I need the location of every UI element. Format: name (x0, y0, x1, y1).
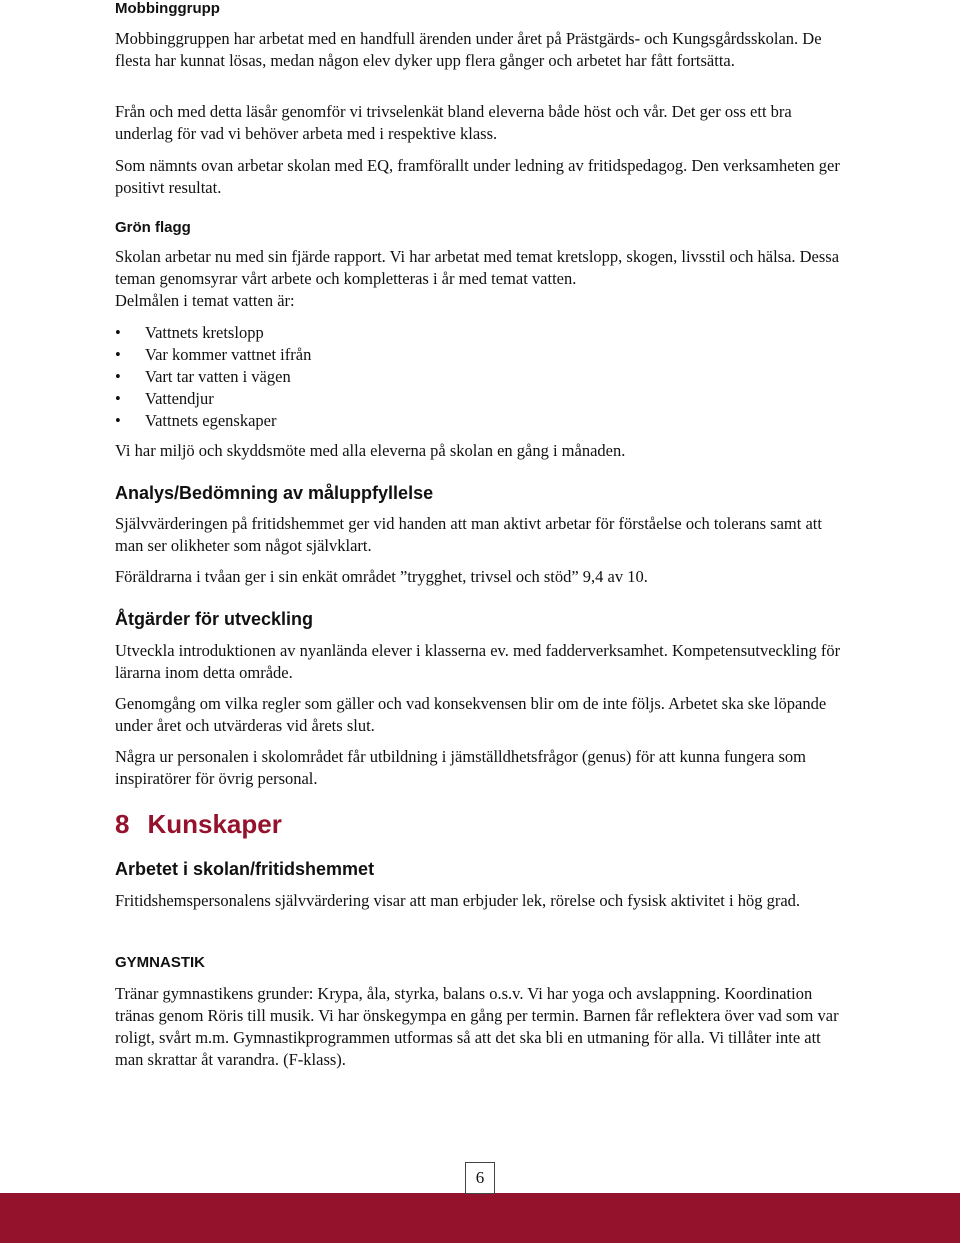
section-heading-mobbinggrupp: Mobbinggrupp (115, 0, 220, 17)
list-item: • Vattendjur (115, 388, 845, 410)
paragraph: Föräldrarna i tvåan ger i sin enkät området ”trygghet, trivsel och stöd” 9,4 av 10. (115, 567, 648, 586)
paragraph: Från och med detta läsår genomför vi trivselenkät bland eleverna både höst och vår. Det ger oss ett bra underlag för vad vi behöver arbeta med i respektive klass. (115, 102, 792, 143)
footer-bar (0, 1193, 960, 1243)
list-item: • Vattnets egenskaper (115, 410, 845, 432)
chapter-title: Kunskaper (147, 809, 282, 839)
paragraph: Som nämnts ovan arbetar skolan med EQ, framförallt under ledning av fritidspedagog. Den verksamheten ger positivt resultat. (115, 156, 840, 197)
paragraph: Självvärderingen på fritidshemmet ger vid handen att man aktivt arbetar för förståelse och tolerans samt att man ser olikheter som något självklart. (115, 514, 822, 555)
list-item: • Var kommer vattnet ifrån (115, 344, 845, 366)
section-heading-atgarder: Åtgärder för utveckling (115, 609, 314, 629)
section-heading-gron-flagg: Grön flagg (115, 219, 191, 236)
paragraph: Delmålen i temat vatten är: (115, 291, 295, 310)
paragraph: Tränar gymnastikens grunder: Krypa, åla, styrka, balans o.s.v. Vi har yoga och avslappning. Koordination tränas genom Röris till musik. Vi har önskegympa en gång per termin. Barnen får reflektera över vad som var roligt, svårt m.m. Gymnastikprogrammen utformas så att det ska bli en utmaning för alla. Vi tillåter inte att man skrattar åt varandra. (F-klass). (115, 984, 839, 1069)
paragraph: Mobbinggruppen har arbetat med en handfull ärenden under året på Prästgärds- och Kungsgårdsskolan. De flesta har kunnat lösas, medan någon elev dyker upp flera gånger och arbetet har fått fortsätta. (115, 29, 822, 70)
paragraph: Fritidshemspersonalens självvärdering visar att man erbjuder lek, rörelse och fysisk aktivitet i hög grad. (115, 891, 801, 910)
chapter-number: 8 (115, 809, 130, 839)
section-heading-analys: Analys/Bedömning av måluppfyllelse (115, 483, 434, 503)
bullet-list (115, 322, 845, 432)
section-heading-gymnastik: GYMNASTIK (115, 954, 205, 971)
chapter-heading (115, 809, 845, 839)
paragraph: Genomgång om vilka regler som gäller och vad konsekvensen blir om de inte följs. Arbetet ska ske löpande under året och utvärderas vid årets slut. (115, 694, 827, 735)
list-item: • Vattnets kretslopp (115, 322, 845, 344)
paragraph: Skolan arbetar nu med sin fjärde rapport. Vi har arbetat med temat kretslopp, skogen, livsstil och hälsa. Dessa teman genomsyrar vårt arbete och kompletteras i år med temat vatten. (115, 247, 840, 288)
section-heading-arbetet: Arbetet i skolan/fritidshemmet (115, 859, 375, 879)
list-item: • Vart tar vatten i vägen (115, 366, 845, 388)
paragraph: Utveckla introduktionen av nyanlända elever i klasserna ev. med fadderverksamhet. Kompetensutveckling för lärarna inom detta område. (115, 641, 841, 682)
paragraph: Några ur personalen i skolområdet får utbildning i jämställdhetsfrågor (genus) för att kunna fungera som inspiratörer för övrig personal. (115, 747, 806, 788)
paragraph: Vi har miljö och skyddsmöte med alla eleverna på skolan en gång i månaden. (115, 441, 626, 460)
page-number: 6 (465, 1162, 495, 1194)
